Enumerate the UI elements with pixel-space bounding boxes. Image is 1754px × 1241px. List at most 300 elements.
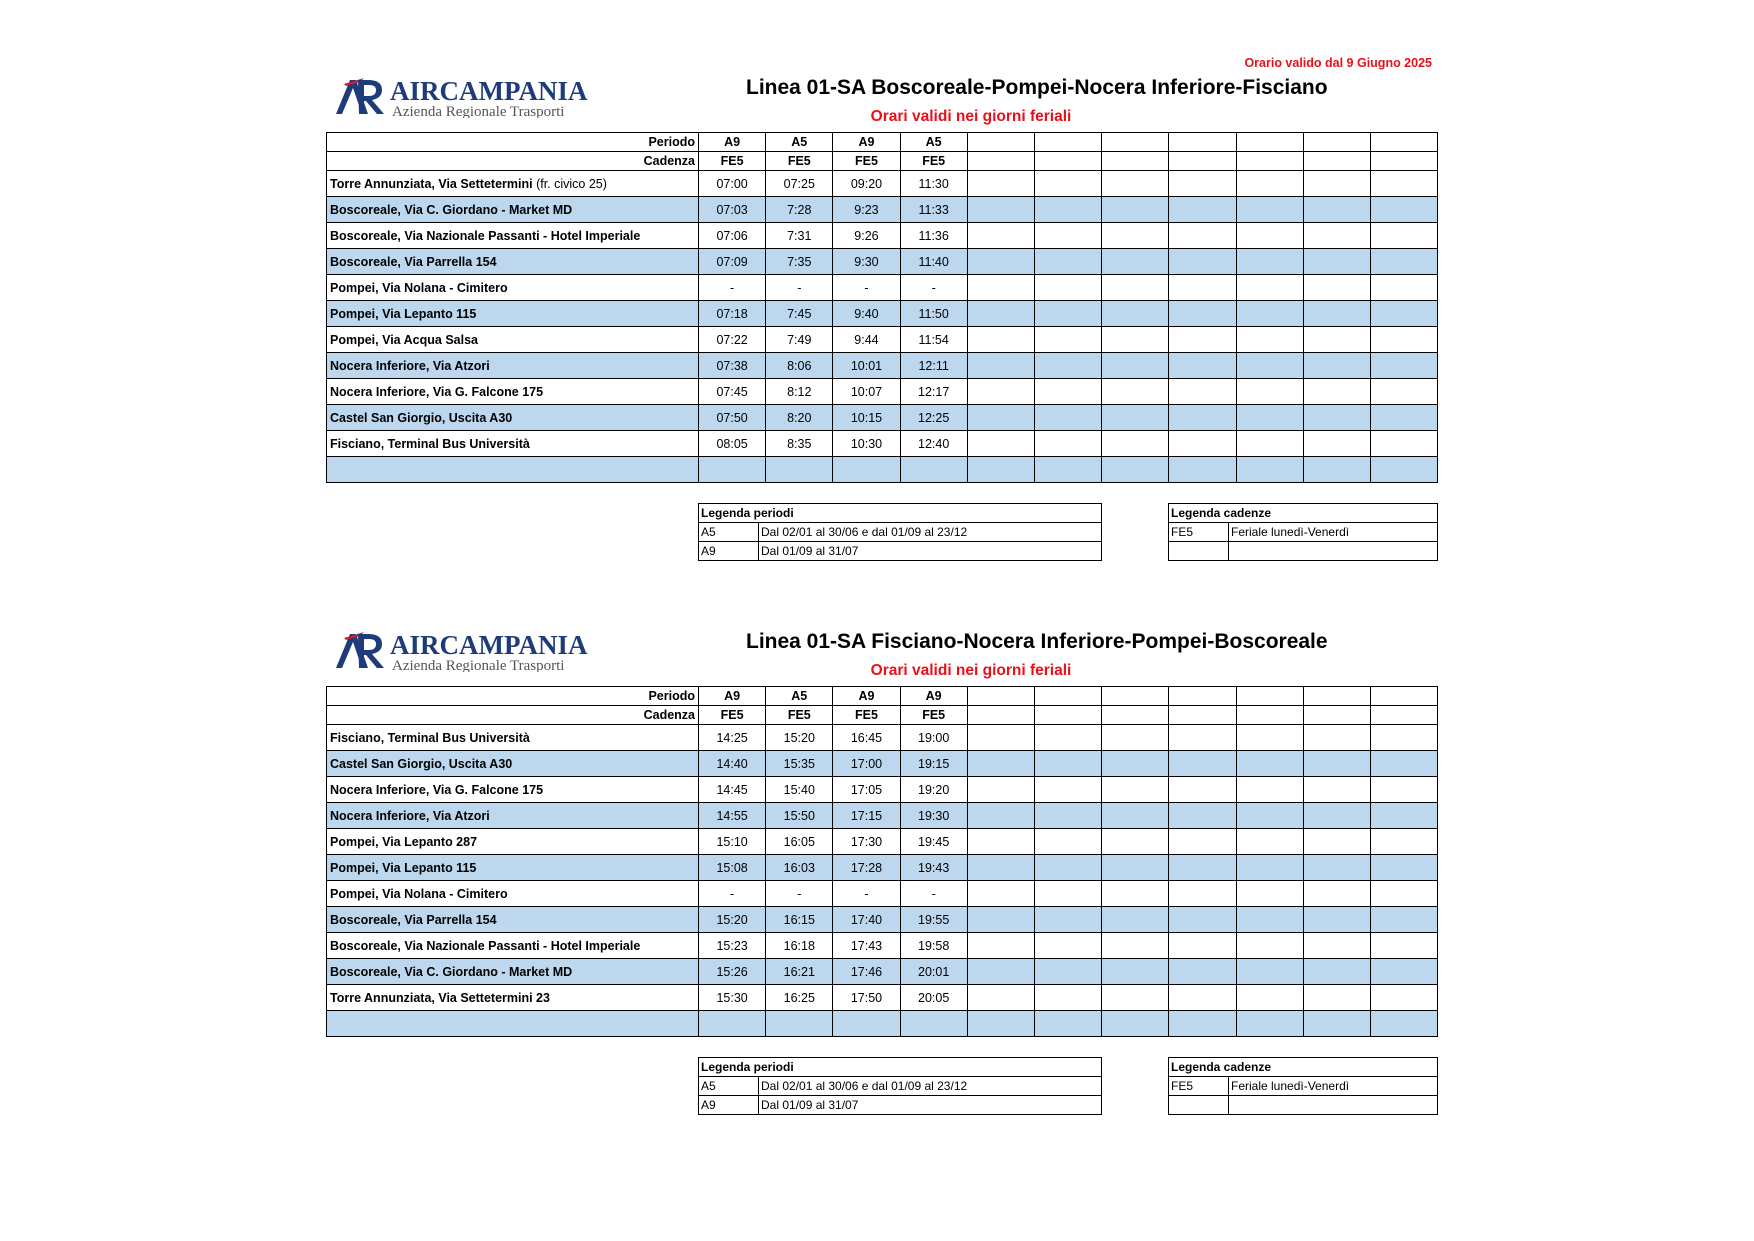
section-header: [326, 70, 1438, 132]
timetable-section-return: [326, 624, 1438, 1119]
departure-time: [967, 431, 1034, 457]
stop-name-cell: [327, 457, 699, 483]
departure-time: 10:30: [833, 431, 900, 457]
departure-time: [1370, 431, 1437, 457]
cadenza-row: [327, 152, 1438, 171]
departure-time: [1034, 855, 1101, 881]
logo-tagline: Azienda Regionale Trasporti: [392, 658, 565, 672]
legend-desc: [1229, 1096, 1438, 1115]
departure-time: [967, 907, 1034, 933]
periodo-row: [327, 133, 1438, 152]
departure-time: [1034, 405, 1101, 431]
departure-time: [967, 855, 1034, 881]
departure-time: 16:45: [833, 725, 900, 751]
departure-time: [1102, 725, 1169, 751]
cadenza-label: Cadenza: [327, 706, 699, 725]
departure-time: [1370, 197, 1437, 223]
departure-time: [1169, 725, 1236, 751]
stop-name-cell: [327, 829, 699, 855]
departure-time: 14:40: [699, 751, 766, 777]
timetable-section-outbound: [326, 70, 1438, 565]
departure-time: [1034, 959, 1101, 985]
cadenza-cell: [1102, 152, 1169, 171]
departure-time: [1303, 933, 1370, 959]
legend-item: [699, 1096, 1102, 1115]
departure-time: [1236, 803, 1303, 829]
departure-time: [1303, 725, 1370, 751]
stop-name-cell: [327, 301, 699, 327]
departure-time: [1370, 301, 1437, 327]
departure-time: [1370, 327, 1437, 353]
departure-time: [967, 959, 1034, 985]
departure-time: [1102, 777, 1169, 803]
departure-time: [1169, 223, 1236, 249]
stop-name-cell: [327, 405, 699, 431]
departure-time: [967, 829, 1034, 855]
departure-time: [1034, 1011, 1101, 1037]
departure-time: [1034, 223, 1101, 249]
stop-name: Nocera Inferiore, Via G. Falcone 175: [330, 384, 544, 399]
cadenza-cell: FE5: [900, 152, 967, 171]
departure-time: 11:54: [900, 327, 967, 353]
departure-time: [900, 457, 967, 483]
periodo-cell: A5: [900, 133, 967, 152]
departure-time: [1102, 907, 1169, 933]
departure-time: 19:58: [900, 933, 967, 959]
stop-name-cell: [327, 959, 699, 985]
periodo-cell: [1236, 687, 1303, 706]
departure-time: [1370, 907, 1437, 933]
stop-name: Pompei, Via Nolana - Cimitero: [330, 280, 508, 295]
stop-name: Nocera Inferiore, Via Atzori: [330, 358, 490, 373]
departure-time: 19:15: [900, 751, 967, 777]
departure-time: [1370, 1011, 1437, 1037]
departure-time: [1169, 933, 1236, 959]
departure-time: [1169, 249, 1236, 275]
departure-time: [967, 725, 1034, 751]
departure-time: [1370, 223, 1437, 249]
departure-time: [1102, 197, 1169, 223]
departure-time: 12:25: [900, 405, 967, 431]
departure-time: [1303, 249, 1370, 275]
legend-desc: Dal 02/01 al 30/06 e dal 01/09 al 23/12: [759, 523, 1102, 542]
departure-time: [967, 327, 1034, 353]
legend-code: FE5: [1169, 523, 1229, 542]
departure-time: 11:40: [900, 249, 967, 275]
stop-name: Pompei, Via Lepanto 287: [330, 834, 478, 849]
departure-time: 10:01: [833, 353, 900, 379]
departure-time: [1102, 405, 1169, 431]
departure-time: [1236, 751, 1303, 777]
stop-row: [327, 959, 1438, 985]
departure-time: [1236, 379, 1303, 405]
legend-desc: Feriale lunedì-Venerdì: [1229, 523, 1438, 542]
cadenza-cell: [1236, 706, 1303, 725]
stop-row: [327, 431, 1438, 457]
departure-time: [1169, 855, 1236, 881]
departure-time: [1034, 829, 1101, 855]
stop-name: Boscoreale, Via C. Giordano - Market MD: [330, 964, 573, 979]
cadenza-cell: FE5: [766, 706, 833, 725]
departure-time: 9:26: [833, 223, 900, 249]
departure-time: [967, 777, 1034, 803]
stop-name-cell: [327, 1011, 699, 1037]
stop-name-cell: [327, 171, 699, 197]
departure-time: [967, 197, 1034, 223]
timetable: [326, 132, 1438, 483]
departure-time: [1102, 803, 1169, 829]
departure-time: 7:31: [766, 223, 833, 249]
stop-name: Boscoreale, Via C. Giordano - Market MD: [330, 202, 573, 217]
departure-time: [967, 171, 1034, 197]
departure-time: [1102, 223, 1169, 249]
departure-time: 12:17: [900, 379, 967, 405]
cadenza-cell: [1169, 152, 1236, 171]
departure-time: [1102, 275, 1169, 301]
departure-time: [1169, 379, 1236, 405]
departure-time: 10:07: [833, 379, 900, 405]
legenda-periodi-title: Legenda periodi: [699, 504, 1102, 523]
stop-name-cell: [327, 275, 699, 301]
departure-time: [1169, 197, 1236, 223]
cadenza-cell: [967, 706, 1034, 725]
departure-time: [1303, 457, 1370, 483]
departure-time: 15:10: [699, 829, 766, 855]
departure-time: -: [833, 881, 900, 907]
stop-row: [327, 777, 1438, 803]
departure-time: [1169, 1011, 1236, 1037]
departure-time: [1034, 327, 1101, 353]
departure-time: [1169, 907, 1236, 933]
departure-time: [1034, 985, 1101, 1011]
departure-time: 16:03: [766, 855, 833, 881]
departure-time: [1102, 829, 1169, 855]
departure-time: [1236, 171, 1303, 197]
departure-time: 17:43: [833, 933, 900, 959]
cadenza-cell: [1102, 706, 1169, 725]
stop-row: [327, 725, 1438, 751]
departure-time: 09:20: [833, 171, 900, 197]
departure-time: [1169, 301, 1236, 327]
departure-time: [1236, 275, 1303, 301]
departure-time: 15:20: [699, 907, 766, 933]
legenda-periodi-title: Legenda periodi: [699, 1058, 1102, 1077]
departure-time: [1236, 959, 1303, 985]
departure-time: [699, 457, 766, 483]
stop-name: Pompei, Via Acqua Salsa: [330, 332, 478, 347]
departure-time: [1034, 803, 1101, 829]
departure-time: [1169, 353, 1236, 379]
departure-time: [1034, 301, 1101, 327]
departure-time: [1303, 275, 1370, 301]
departure-time: 07:38: [699, 353, 766, 379]
stop-name-cell: [327, 249, 699, 275]
departure-time: [1370, 405, 1437, 431]
periodo-cell: A9: [699, 687, 766, 706]
departure-time: [1370, 751, 1437, 777]
departure-time: [1303, 431, 1370, 457]
logo-brand-air: AIR: [390, 630, 440, 660]
departure-time: [1236, 457, 1303, 483]
cadenza-cell: [1034, 706, 1101, 725]
departure-time: 07:00: [699, 171, 766, 197]
departure-time: 11:36: [900, 223, 967, 249]
cadenza-cell: [967, 152, 1034, 171]
stop-name: Boscoreale, Via Nazionale Passanti - Hotel Imperiale: [330, 228, 641, 243]
departure-time: 07:25: [766, 171, 833, 197]
departure-time: [1102, 301, 1169, 327]
stop-name: Pompei, Via Nolana - Cimitero: [330, 886, 508, 901]
departure-time: 14:45: [699, 777, 766, 803]
departure-time: [1303, 405, 1370, 431]
cadenza-cell: [1236, 152, 1303, 171]
departure-time: 7:35: [766, 249, 833, 275]
departure-time: 07:09: [699, 249, 766, 275]
stop-row: [327, 301, 1438, 327]
departure-time: [1102, 353, 1169, 379]
departure-time: [1236, 829, 1303, 855]
departure-time: [1034, 431, 1101, 457]
departure-time: [1370, 881, 1437, 907]
departure-time: -: [766, 881, 833, 907]
departure-time: [1370, 777, 1437, 803]
legend-code: FE5: [1169, 1077, 1229, 1096]
departure-time: [1034, 907, 1101, 933]
departure-time: 15:20: [766, 725, 833, 751]
departure-time: [1102, 881, 1169, 907]
legend-item: [1169, 1096, 1438, 1115]
departure-time: [1169, 171, 1236, 197]
departure-time: 07:18: [699, 301, 766, 327]
legenda-cadenze: [1168, 503, 1438, 561]
periodo-cell: A5: [766, 133, 833, 152]
departure-time: 10:15: [833, 405, 900, 431]
departure-time: [1034, 379, 1101, 405]
departure-time: 8:12: [766, 379, 833, 405]
departure-time: [699, 1011, 766, 1037]
legend-code: A5: [699, 523, 759, 542]
departure-time: [1102, 431, 1169, 457]
stop-name-cell: [327, 223, 699, 249]
departure-time: 9:44: [833, 327, 900, 353]
departure-time: [1370, 275, 1437, 301]
departure-time: -: [900, 881, 967, 907]
departure-time: [967, 803, 1034, 829]
periodo-cell: [967, 687, 1034, 706]
departure-time: 15:50: [766, 803, 833, 829]
departure-time: [1236, 881, 1303, 907]
cadenza-cell: FE5: [833, 706, 900, 725]
departure-time: 16:15: [766, 907, 833, 933]
periodo-label: Periodo: [327, 687, 699, 706]
stop-name-cell: [327, 777, 699, 803]
departure-time: [1102, 855, 1169, 881]
stop-name-cell: [327, 907, 699, 933]
departure-time: 16:25: [766, 985, 833, 1011]
stop-name: Pompei, Via Lepanto 115: [330, 306, 477, 321]
departure-time: [1169, 777, 1236, 803]
departure-time: [1034, 457, 1101, 483]
departure-time: 9:40: [833, 301, 900, 327]
departure-time: [1236, 855, 1303, 881]
stop-row: [327, 803, 1438, 829]
days-subtitle: Orari validi nei giorni feriali: [870, 108, 1072, 125]
departure-time: 07:45: [699, 379, 766, 405]
departure-time: [967, 249, 1034, 275]
departure-time: [1370, 959, 1437, 985]
cadenza-label: Cadenza: [327, 152, 699, 171]
departure-time: [967, 353, 1034, 379]
periodo-label: Periodo: [327, 133, 699, 152]
departure-time: [1169, 431, 1236, 457]
departure-time: [1169, 751, 1236, 777]
periodo-cell: A9: [833, 133, 900, 152]
periodo-cell: [1034, 687, 1101, 706]
departure-time: [1169, 405, 1236, 431]
departure-time: [1102, 933, 1169, 959]
days-subtitle: Orari validi nei giorni feriali: [870, 662, 1072, 679]
departure-time: [1236, 197, 1303, 223]
departure-time: 16:05: [766, 829, 833, 855]
departure-time: 15:26: [699, 959, 766, 985]
departure-time: [1303, 379, 1370, 405]
stop-row: [327, 275, 1438, 301]
stop-name: Pompei, Via Lepanto 115: [330, 860, 477, 875]
departure-time: [1102, 379, 1169, 405]
stop-name-cell: [327, 431, 699, 457]
legend-code: A9: [699, 1096, 759, 1115]
departure-time: [1169, 803, 1236, 829]
stop-row: [327, 1011, 1438, 1037]
departure-time: 15:40: [766, 777, 833, 803]
line-title: Linea 01-SA Fisciano-Nocera Inferiore-Pompei-Boscoreale: [746, 630, 1328, 653]
departure-time: [1236, 353, 1303, 379]
cadenza-cell: [1303, 152, 1370, 171]
departure-time: [967, 881, 1034, 907]
departure-time: [833, 1011, 900, 1037]
cadenza-cell: [1303, 706, 1370, 725]
departure-time: 7:45: [766, 301, 833, 327]
legend-code: A5: [699, 1077, 759, 1096]
departure-time: [1370, 725, 1437, 751]
departure-time: [1236, 985, 1303, 1011]
stop-name: Nocera Inferiore, Via Atzori: [330, 808, 490, 823]
stop-name-cell: [327, 353, 699, 379]
stop-name: Nocera Inferiore, Via G. Falcone 175: [330, 782, 544, 797]
periodo-cell: [1169, 133, 1236, 152]
departure-time: [1370, 933, 1437, 959]
departure-time: [967, 275, 1034, 301]
svg-text:AIRCAMPANIA: [390, 76, 588, 106]
departure-time: [1303, 959, 1370, 985]
periodo-cell: [1034, 133, 1101, 152]
stop-name: Castel San Giorgio, Uscita A30: [330, 410, 513, 425]
legend-item: [699, 542, 1102, 561]
periodo-cell: [1236, 133, 1303, 152]
cadenza-cell: [1169, 706, 1236, 725]
legend-item: [1169, 523, 1438, 542]
departure-time: [967, 301, 1034, 327]
departure-time: 15:08: [699, 855, 766, 881]
departure-time: 19:55: [900, 907, 967, 933]
legend-desc: [1229, 542, 1438, 561]
departure-time: [967, 379, 1034, 405]
legend-code: [1169, 1096, 1229, 1115]
cadenza-row: [327, 706, 1438, 725]
legend-code: [1169, 542, 1229, 561]
departure-time: [1370, 457, 1437, 483]
stop-row: [327, 327, 1438, 353]
departure-time: [1303, 855, 1370, 881]
departure-time: [1034, 751, 1101, 777]
departure-time: [1236, 249, 1303, 275]
departure-time: 19:30: [900, 803, 967, 829]
departure-time: 17:30: [833, 829, 900, 855]
departure-time: [1034, 171, 1101, 197]
departure-time: -: [699, 881, 766, 907]
departure-time: [1034, 881, 1101, 907]
departure-time: [1236, 777, 1303, 803]
legends: [326, 503, 1438, 565]
departure-time: [1169, 457, 1236, 483]
cadenza-cell: FE5: [833, 152, 900, 171]
departure-time: 19:43: [900, 855, 967, 881]
departure-time: [833, 457, 900, 483]
periodo-cell: A9: [699, 133, 766, 152]
periodo-cell: [1102, 687, 1169, 706]
departure-time: -: [900, 275, 967, 301]
stop-name: Fisciano, Terminal Bus Università: [330, 436, 530, 451]
departure-time: [1303, 881, 1370, 907]
departure-time: 17:40: [833, 907, 900, 933]
departure-time: 17:05: [833, 777, 900, 803]
departure-time: [1102, 171, 1169, 197]
departure-time: [1102, 457, 1169, 483]
departure-time: -: [766, 275, 833, 301]
stop-name-cell: [327, 379, 699, 405]
departure-time: [900, 1011, 967, 1037]
departure-time: -: [699, 275, 766, 301]
departure-time: 17:15: [833, 803, 900, 829]
departure-time: [1303, 327, 1370, 353]
departure-time: [1370, 249, 1437, 275]
departure-time: 17:46: [833, 959, 900, 985]
legend-item: [1169, 1077, 1438, 1096]
departure-time: 8:20: [766, 405, 833, 431]
periodo-cell: A9: [900, 687, 967, 706]
periodo-cell: [1169, 687, 1236, 706]
stop-row: [327, 223, 1438, 249]
departure-time: [1169, 327, 1236, 353]
departure-time: [1169, 959, 1236, 985]
legend-item: [699, 523, 1102, 542]
departure-time: [1034, 275, 1101, 301]
departure-time: [1303, 223, 1370, 249]
departure-time: 11:50: [900, 301, 967, 327]
legend-desc: Dal 02/01 al 30/06 e dal 01/09 al 23/12: [759, 1077, 1102, 1096]
departure-time: [1303, 751, 1370, 777]
periodo-cell: [1370, 133, 1437, 152]
departure-time: [1169, 275, 1236, 301]
cadenza-cell: [1370, 706, 1437, 725]
departure-time: [1370, 379, 1437, 405]
legend-item: [699, 1077, 1102, 1096]
stop-name-cell: [327, 933, 699, 959]
departure-time: [1034, 933, 1101, 959]
departure-time: [766, 457, 833, 483]
departure-time: [1236, 301, 1303, 327]
stop-name: Fisciano, Terminal Bus Università: [330, 730, 530, 745]
